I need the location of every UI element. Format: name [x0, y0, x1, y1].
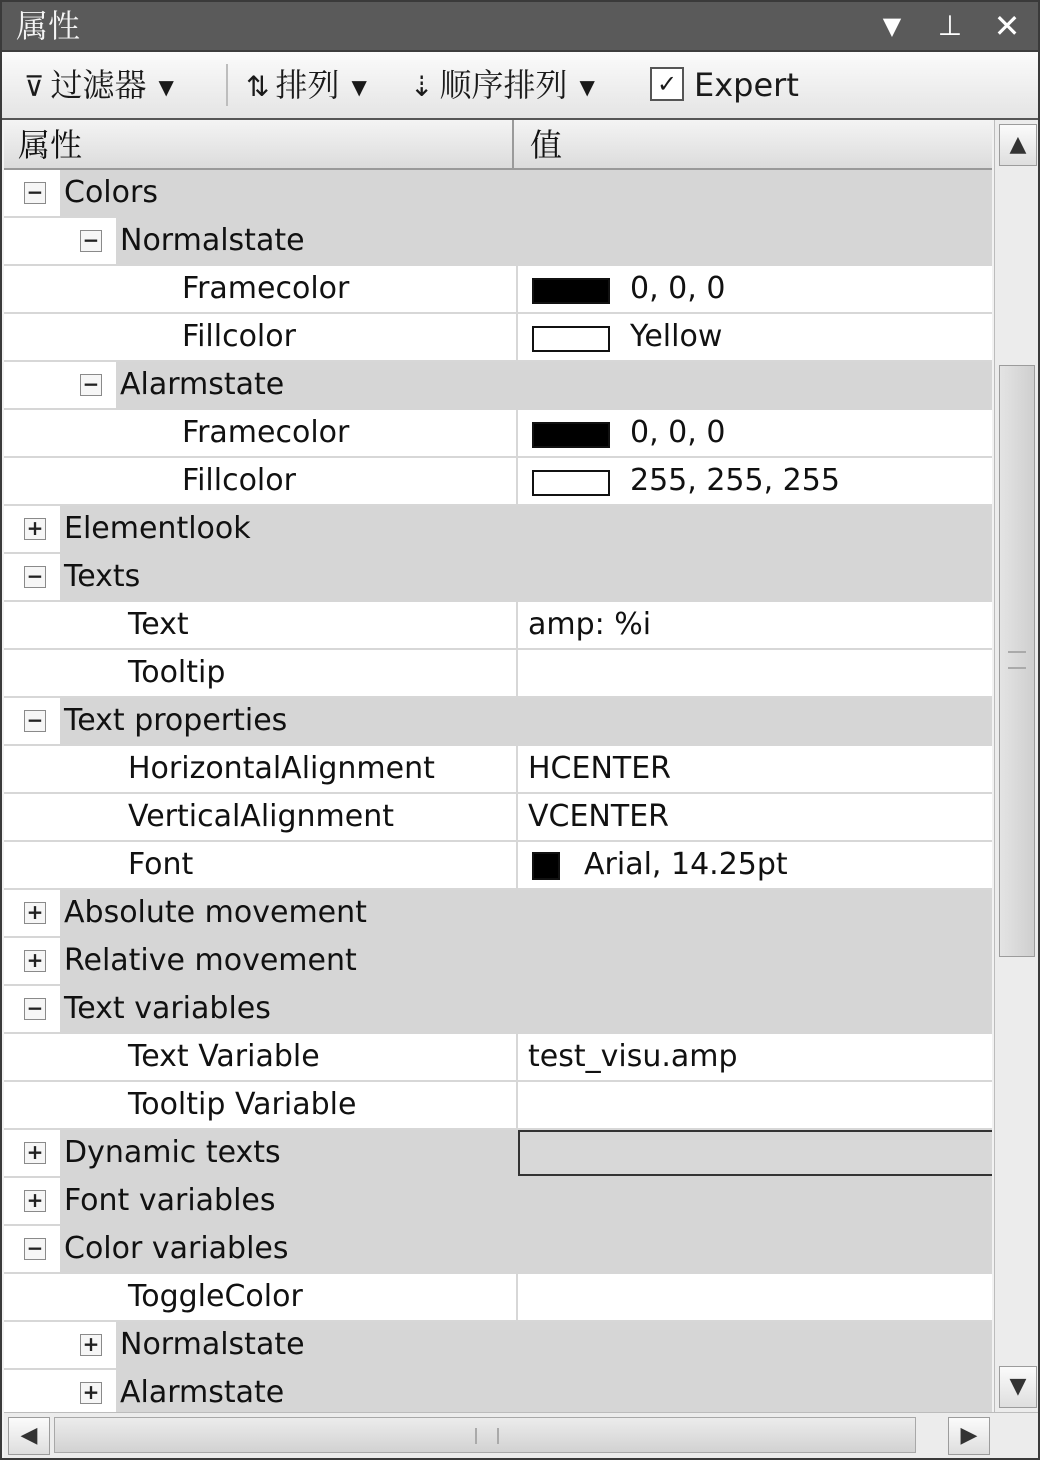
property-grid [4, 120, 992, 1412]
chevron-down-icon: ▼ [351, 75, 367, 99]
pin-icon[interactable]: ⊥ [937, 9, 963, 42]
row-name: Normalstate [120, 223, 305, 258]
expand-icon[interactable]: + [24, 518, 46, 540]
value-text: Yellow [630, 319, 723, 354]
category-row[interactable] [4, 506, 992, 554]
value-text: Arial, 14.25pt [584, 847, 788, 882]
dropdown-icon[interactable]: ▼ [882, 12, 902, 40]
grid-header [4, 120, 992, 170]
value-text: 255, 255, 255 [630, 463, 840, 498]
chevron-down-icon: ▼ [158, 75, 174, 99]
row-name: Alarmstate [120, 1375, 285, 1410]
value-text: VCENTER [528, 799, 669, 834]
category-row[interactable] [4, 362, 992, 410]
color-swatch [532, 422, 610, 448]
row-name: Font variables [64, 1183, 276, 1218]
collapse-icon[interactable]: − [24, 1238, 46, 1260]
row-name: Text [128, 607, 189, 642]
collapse-icon[interactable]: − [24, 710, 46, 732]
row-name: Relative movement [64, 943, 357, 978]
row-name: Framecolor [182, 271, 350, 306]
sort-icon: ⇅ [246, 70, 270, 103]
expert-checkbox[interactable]: ✓ [650, 67, 684, 101]
row-name: VerticalAlignment [128, 799, 395, 834]
property-row[interactable] [4, 794, 992, 842]
scroll-up-icon[interactable]: ▲ [999, 124, 1037, 166]
expand-icon[interactable]: + [24, 1190, 46, 1212]
sort-az-icon: ⇣ [410, 70, 434, 103]
vertical-scroll-thumb[interactable] [999, 365, 1035, 957]
row-name: Framecolor [182, 415, 350, 450]
color-swatch [532, 852, 560, 880]
toolbar-separator [226, 64, 228, 106]
title-bar [2, 2, 1038, 52]
row-name: Color variables [64, 1231, 289, 1266]
category-row[interactable] [4, 554, 992, 602]
grip-icon [475, 1428, 499, 1444]
row-name: Absolute movement [64, 895, 367, 930]
row-name: Fillcolor [182, 463, 296, 498]
row-name: Text variables [64, 991, 271, 1026]
filter-icon: ⊽ [24, 70, 45, 103]
expand-icon[interactable]: + [24, 902, 46, 924]
row-name: Dynamic texts [64, 1135, 281, 1170]
expand-icon[interactable]: + [24, 1142, 46, 1164]
property-row[interactable] [4, 602, 992, 650]
toolbar [2, 52, 1038, 120]
category-row[interactable] [4, 890, 992, 938]
category-row[interactable] [4, 218, 992, 266]
value-text: HCENTER [528, 751, 672, 786]
color-swatch [532, 326, 610, 352]
value-text: test_visu.amp [528, 1039, 738, 1074]
row-name: Text properties [64, 703, 288, 738]
property-row[interactable] [4, 458, 992, 506]
chevron-down-icon: ▼ [579, 75, 595, 99]
value-cell[interactable] [516, 458, 992, 504]
column-header-value[interactable]: 值 [530, 126, 563, 164]
property-row[interactable] [4, 1082, 992, 1130]
panel-title: 属性 [16, 7, 81, 45]
expert-toggle[interactable] [650, 62, 799, 108]
row-name: Fillcolor [182, 319, 296, 354]
expand-icon[interactable]: + [80, 1382, 102, 1404]
category-row[interactable] [4, 1130, 992, 1178]
row-name: Colors [64, 175, 158, 210]
value-cell[interactable] [516, 314, 992, 360]
category-row[interactable] [4, 1370, 992, 1412]
value-cell[interactable] [516, 794, 992, 840]
grip-icon [1008, 651, 1026, 669]
vertical-scrollbar[interactable] [994, 120, 1039, 1412]
row-name: Tooltip [128, 655, 226, 690]
property-row[interactable] [4, 746, 992, 794]
value-cell[interactable] [516, 650, 992, 696]
property-row[interactable] [4, 410, 992, 458]
value-text: 0, 0, 0 [630, 271, 726, 306]
row-name: ToggleColor [128, 1279, 303, 1314]
scroll-right-icon[interactable]: ▶ [948, 1417, 990, 1455]
value-cell[interactable] [516, 602, 992, 648]
value-cell[interactable] [516, 1082, 992, 1128]
close-icon[interactable]: ✕ [993, 7, 1021, 45]
order-button[interactable] [410, 62, 595, 108]
horizontal-scrollbar[interactable] [4, 1412, 1038, 1459]
expert-label: Expert [694, 66, 799, 104]
order-label: 顺序排列 [439, 66, 568, 104]
category-row[interactable] [4, 170, 992, 218]
row-name: Elementlook [64, 511, 251, 546]
category-row[interactable] [4, 1322, 992, 1370]
row-name: Tooltip Variable [128, 1087, 357, 1122]
property-row[interactable] [4, 266, 992, 314]
filter-label: 过滤器 [50, 66, 147, 104]
sort-label: 排列 [275, 66, 340, 104]
row-name: Text Variable [128, 1039, 320, 1074]
color-swatch [532, 470, 610, 496]
value-cell[interactable] [516, 410, 992, 456]
scroll-down-icon[interactable]: ▼ [999, 1366, 1037, 1408]
property-row[interactable] [4, 650, 992, 698]
column-header-property[interactable]: 属性 [4, 120, 514, 168]
property-row[interactable] [4, 314, 992, 362]
expand-icon[interactable]: + [80, 1334, 102, 1356]
expand-icon[interactable]: + [24, 950, 46, 972]
filter-button[interactable] [24, 62, 174, 108]
scroll-left-icon[interactable]: ◀ [8, 1417, 50, 1455]
value-cell[interactable] [516, 746, 992, 792]
value-text: amp: %i [528, 607, 652, 642]
value-text: 0, 0, 0 [630, 415, 726, 450]
row-name: Normalstate [120, 1327, 305, 1362]
row-name: Alarmstate [120, 367, 285, 402]
color-swatch [532, 278, 610, 304]
category-row[interactable] [4, 1226, 992, 1274]
value-cell[interactable] [516, 842, 992, 888]
property-row[interactable] [4, 842, 992, 890]
collapse-icon[interactable]: − [24, 182, 46, 204]
category-row[interactable] [4, 698, 992, 746]
category-row[interactable] [4, 938, 992, 986]
category-row[interactable] [4, 986, 992, 1034]
collapse-icon[interactable]: − [24, 998, 46, 1020]
collapse-icon[interactable]: − [80, 230, 102, 252]
category-row[interactable] [4, 1178, 992, 1226]
value-edit-box[interactable] [518, 1130, 992, 1176]
row-name: Font [128, 847, 194, 882]
value-cell[interactable] [516, 1274, 992, 1320]
horizontal-scroll-thumb[interactable] [54, 1417, 916, 1453]
value-cell[interactable] [516, 1034, 992, 1080]
value-cell[interactable] [516, 266, 992, 312]
property-row[interactable] [4, 1034, 992, 1082]
collapse-icon[interactable]: − [24, 566, 46, 588]
property-row[interactable] [4, 1274, 992, 1322]
row-name: Texts [64, 559, 141, 594]
sort-button[interactable] [246, 62, 367, 108]
row-name: HorizontalAlignment [128, 751, 435, 786]
collapse-icon[interactable]: − [80, 374, 102, 396]
